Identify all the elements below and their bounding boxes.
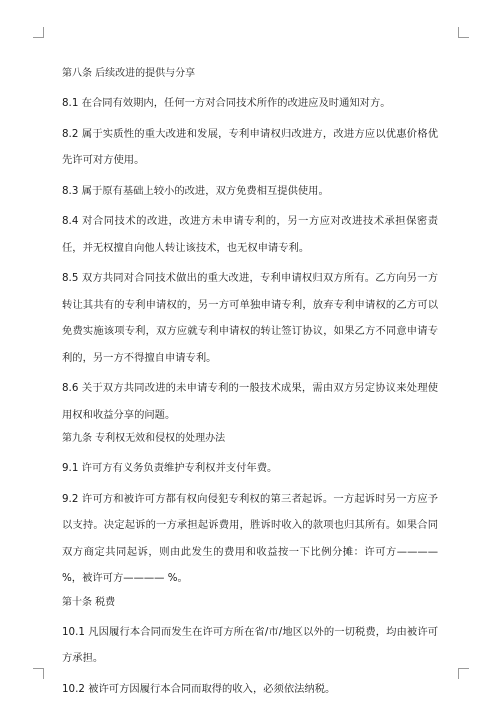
document-body <box>62 67 438 702</box>
clause-8-6: 8.6 关于双方共同改进的未申请专利的一般技术成果，需由双方另定协议来处理使用权和收益分享的问题。 <box>62 382 438 421</box>
clause-8-1: 8.1 在合同有效期内，任何一方对合同技术所作的改进应及时通知对方。 <box>62 97 391 109</box>
crop-mark-bottom-left <box>33 668 44 679</box>
clause-9-1: 9.1 许可方有义务负责维护专利权并支付年费。 <box>62 462 278 474</box>
section-heading: 第九条 专利权无效和侵权的处理办法 <box>62 433 226 444</box>
clause-8-2: 8.2 属于实质性的重大改进和发展，专利申请权归改进方，改进方应以优惠价格优先许可对方使用。 <box>62 127 438 166</box>
section-10 <box>62 592 438 703</box>
section-heading: 第十条 税费 <box>62 596 116 608</box>
section-9 <box>62 428 438 592</box>
crop-mark-bottom-right <box>458 668 469 679</box>
clause-8-4: 8.4 对合同技术的改进，改进方未申请专利的，另一方应对改进技术承担保密责任，并无权擅自向他人转让该技术，也无权申请专利。 <box>62 215 438 254</box>
crop-mark-top-left <box>33 27 44 38</box>
section-8 <box>62 67 438 428</box>
clause-10-1: 10.1 凡因履行本合同而发生在许可方所在省/市/地区以外的一切税费，均由被许可方承担。 <box>62 625 438 664</box>
section-heading: 第八条 后续改进的提供与分享 <box>62 68 196 79</box>
clause-8-5: 8.5 双方共同对合同技术做出的重大改进，专利申请权归双方所有。乙方向另一方转让其共有的专利申请权的，另一方可单独申请专利，放弃专利申请权的乙方可以免费实施该项专利，双方应就专利申请权的转让签订协议，如果乙方不同意申请专利的，另一方不得擅自申请专利。 <box>62 272 438 364</box>
clause-10-2: 10.2 被许可方因履行本合同而取得的收入，必须依法纳税。 <box>62 682 336 695</box>
clause-8-3: 8.3 属于原有基础上较小的改进，双方免费相互提供使用。 <box>62 184 329 197</box>
clause-9-2: 9.2 许可方和被许可方都有权向侵犯专利权的第三者起诉。一方起诉时另一方应予以支持。决定起诉的一方承担起诉费用，胜诉时收入的款项也归其所有。如果合同双方商定共同起诉，则由此发生的费用和收益按一下比例分摊：许可方———— %，被许可方———— %。 <box>62 492 438 584</box>
crop-mark-top-right <box>458 27 469 38</box>
